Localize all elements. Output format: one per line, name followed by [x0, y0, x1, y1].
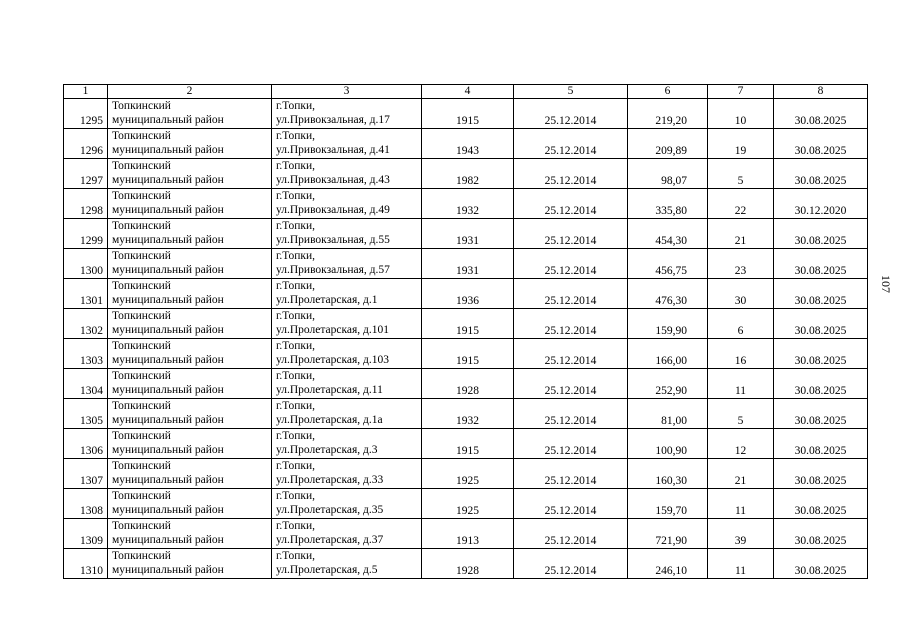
area-cell: 721,90 [628, 519, 708, 549]
table-row [64, 219, 868, 249]
deadline-cell: 30.08.2025 [774, 519, 868, 549]
address-line-2: ул.Привокзальная, д.43 [276, 174, 390, 186]
date-cell: 25.12.2014 [514, 459, 628, 489]
row-number-cell: 1310 [64, 549, 108, 579]
district-cell [108, 99, 272, 129]
address-cell [272, 489, 422, 519]
district-line-1: Топкинский [112, 220, 171, 232]
date-cell: 25.12.2014 [514, 339, 628, 369]
address-line-2: ул.Пролетарская, д.103 [276, 354, 390, 366]
area-cell: 98,07 [628, 159, 708, 189]
year-cell: 1928 [422, 369, 514, 399]
address-line-1: г.Топки, [276, 490, 315, 502]
address-line-1: г.Топки, [276, 130, 315, 142]
deadline-cell: 30.08.2025 [774, 219, 868, 249]
table-row [64, 429, 868, 459]
address-line-1: г.Топки, [276, 460, 315, 472]
housing-registry-table [63, 84, 868, 579]
page-number: 107 [879, 275, 893, 293]
column-header: 5 [514, 85, 628, 99]
count-cell: 5 [708, 159, 774, 189]
deadline-cell: 30.08.2025 [774, 489, 868, 519]
row-number-cell: 1307 [64, 459, 108, 489]
table-row [64, 369, 868, 399]
deadline-cell: 30.08.2025 [774, 279, 868, 309]
address-line-1: г.Топки, [276, 520, 315, 532]
area-cell: 209,89 [628, 129, 708, 159]
column-header: 6 [628, 85, 708, 99]
district-line-1: Топкинский [112, 430, 171, 442]
count-cell: 22 [708, 189, 774, 219]
row-number-cell: 1305 [64, 399, 108, 429]
date-cell: 25.12.2014 [514, 99, 628, 129]
district-cell [108, 489, 272, 519]
address-cell [272, 99, 422, 129]
date-cell: 25.12.2014 [514, 189, 628, 219]
deadline-cell: 30.08.2025 [774, 99, 868, 129]
table-row [64, 519, 868, 549]
district-line-1: Топкинский [112, 160, 171, 172]
row-number-cell: 1303 [64, 339, 108, 369]
address-cell [272, 459, 422, 489]
district-cell [108, 369, 272, 399]
table-row [64, 189, 868, 219]
year-cell: 1982 [422, 159, 514, 189]
district-line-1: Топкинский [112, 280, 171, 292]
row-number-cell: 1304 [64, 369, 108, 399]
deadline-cell: 30.08.2025 [774, 459, 868, 489]
district-line-2: муниципальный район [112, 534, 224, 546]
district-line-2: муниципальный район [112, 474, 224, 486]
address-cell [272, 309, 422, 339]
district-cell [108, 279, 272, 309]
table-row [64, 309, 868, 339]
district-cell [108, 309, 272, 339]
district-line-1: Топкинский [112, 460, 171, 472]
address-line-2: ул.Пролетарская, д.1а [276, 414, 383, 426]
date-cell: 25.12.2014 [514, 279, 628, 309]
year-cell: 1931 [422, 219, 514, 249]
district-line-2: муниципальный район [112, 174, 224, 186]
address-cell [272, 519, 422, 549]
row-number-cell: 1296 [64, 129, 108, 159]
address-line-1: г.Топки, [276, 160, 315, 172]
address-cell [272, 219, 422, 249]
address-line-2: ул.Привокзальная, д.49 [276, 204, 390, 216]
row-number-cell: 1308 [64, 489, 108, 519]
district-line-1: Топкинский [112, 490, 171, 502]
address-line-2: ул.Пролетарская, д.35 [276, 504, 384, 516]
district-cell [108, 459, 272, 489]
address-line-1: г.Топки, [276, 340, 315, 352]
deadline-cell: 30.08.2025 [774, 249, 868, 279]
district-line-1: Топкинский [112, 130, 171, 142]
area-cell: 166,00 [628, 339, 708, 369]
address-cell [272, 129, 422, 159]
district-line-2: муниципальный район [112, 354, 224, 366]
district-line-1: Топкинский [112, 310, 171, 322]
area-cell: 335,80 [628, 189, 708, 219]
address-line-2: ул.Привокзальная, д.55 [276, 234, 390, 246]
district-cell [108, 159, 272, 189]
table-row [64, 249, 868, 279]
year-cell: 1928 [422, 549, 514, 579]
area-cell: 159,90 [628, 309, 708, 339]
district-line-2: муниципальный район [112, 144, 224, 156]
district-cell [108, 399, 272, 429]
count-cell: 39 [708, 519, 774, 549]
table-row [64, 159, 868, 189]
count-cell: 23 [708, 249, 774, 279]
district-cell [108, 549, 272, 579]
address-line-1: г.Топки, [276, 310, 315, 322]
district-line-1: Топкинский [112, 340, 171, 352]
deadline-cell: 30.08.2025 [774, 309, 868, 339]
table-row [64, 549, 868, 579]
table-row [64, 459, 868, 489]
address-line-2: ул.Привокзальная, д.17 [276, 114, 390, 126]
area-cell: 246,10 [628, 549, 708, 579]
deadline-cell: 30.08.2025 [774, 549, 868, 579]
row-number-cell: 1302 [64, 309, 108, 339]
year-cell: 1915 [422, 99, 514, 129]
date-cell: 25.12.2014 [514, 399, 628, 429]
deadline-cell: 30.12.2020 [774, 189, 868, 219]
address-line-2: ул.Привокзальная, д.57 [276, 264, 390, 276]
count-cell: 11 [708, 369, 774, 399]
address-cell [272, 279, 422, 309]
row-number-cell: 1298 [64, 189, 108, 219]
district-line-1: Топкинский [112, 100, 171, 112]
count-cell: 5 [708, 399, 774, 429]
district-line-2: муниципальный район [112, 264, 224, 276]
year-cell: 1915 [422, 309, 514, 339]
area-cell: 454,30 [628, 219, 708, 249]
date-cell: 25.12.2014 [514, 159, 628, 189]
district-line-2: муниципальный район [112, 234, 224, 246]
year-cell: 1943 [422, 129, 514, 159]
address-line-2: ул.Пролетарская, д.3 [276, 444, 378, 456]
area-cell: 81,00 [628, 399, 708, 429]
deadline-cell: 30.08.2025 [774, 429, 868, 459]
address-line-2: ул.Пролетарская, д.11 [276, 384, 383, 396]
district-cell [108, 249, 272, 279]
row-number-cell: 1297 [64, 159, 108, 189]
area-cell: 456,75 [628, 249, 708, 279]
date-cell: 25.12.2014 [514, 549, 628, 579]
row-number-cell: 1299 [64, 219, 108, 249]
district-cell [108, 129, 272, 159]
address-line-1: г.Топки, [276, 280, 315, 292]
district-line-1: Топкинский [112, 190, 171, 202]
address-line-1: г.Топки, [276, 400, 315, 412]
column-header: 3 [272, 85, 422, 99]
row-number-cell: 1301 [64, 279, 108, 309]
district-line-1: Топкинский [112, 550, 171, 562]
row-number-cell: 1300 [64, 249, 108, 279]
count-cell: 21 [708, 459, 774, 489]
district-line-1: Топкинский [112, 250, 171, 262]
count-cell: 11 [708, 489, 774, 519]
address-cell [272, 369, 422, 399]
table-row [64, 99, 868, 129]
address-cell [272, 399, 422, 429]
address-line-1: г.Топки, [276, 430, 315, 442]
date-cell: 25.12.2014 [514, 219, 628, 249]
deadline-cell: 30.08.2025 [774, 159, 868, 189]
district-line-2: муниципальный район [112, 504, 224, 516]
date-cell: 25.12.2014 [514, 429, 628, 459]
area-cell: 159,70 [628, 489, 708, 519]
district-line-2: муниципальный район [112, 324, 224, 336]
deadline-cell: 30.08.2025 [774, 399, 868, 429]
date-cell: 25.12.2014 [514, 129, 628, 159]
row-number-cell: 1295 [64, 99, 108, 129]
address-line-1: г.Топки, [276, 370, 315, 382]
year-cell: 1931 [422, 249, 514, 279]
year-cell: 1925 [422, 459, 514, 489]
address-line-1: г.Топки, [276, 220, 315, 232]
district-line-1: Топкинский [112, 520, 171, 532]
area-cell: 160,30 [628, 459, 708, 489]
district-cell [108, 429, 272, 459]
district-cell [108, 339, 272, 369]
district-line-1: Топкинский [112, 400, 171, 412]
year-cell: 1915 [422, 429, 514, 459]
district-line-2: муниципальный район [112, 114, 224, 126]
year-cell: 1932 [422, 399, 514, 429]
address-cell [272, 189, 422, 219]
address-cell [272, 429, 422, 459]
count-cell: 21 [708, 219, 774, 249]
table-row [64, 489, 868, 519]
address-line-1: г.Топки, [276, 250, 315, 262]
count-cell: 16 [708, 339, 774, 369]
table-row [64, 279, 868, 309]
count-cell: 30 [708, 279, 774, 309]
table-row [64, 339, 868, 369]
column-header: 7 [708, 85, 774, 99]
address-line-2: ул.Пролетарская, д.37 [276, 534, 384, 546]
address-cell [272, 549, 422, 579]
area-cell: 252,90 [628, 369, 708, 399]
area-cell: 476,30 [628, 279, 708, 309]
district-line-2: муниципальный район [112, 294, 224, 306]
area-cell: 219,20 [628, 99, 708, 129]
year-cell: 1936 [422, 279, 514, 309]
date-cell: 25.12.2014 [514, 309, 628, 339]
address-cell [272, 249, 422, 279]
address-line-2: ул.Пролетарская, д.5 [276, 564, 378, 576]
column-header: 1 [64, 85, 108, 99]
district-line-2: муниципальный район [112, 564, 224, 576]
address-line-2: ул.Пролетарская, д.101 [276, 324, 390, 336]
deadline-cell: 30.08.2025 [774, 369, 868, 399]
address-line-1: г.Топки, [276, 100, 315, 112]
address-cell [272, 159, 422, 189]
row-number-cell: 1309 [64, 519, 108, 549]
date-cell: 25.12.2014 [514, 519, 628, 549]
table-row [64, 399, 868, 429]
date-cell: 25.12.2014 [514, 249, 628, 279]
district-line-2: муниципальный район [112, 384, 224, 396]
area-cell: 100,90 [628, 429, 708, 459]
column-header: 8 [774, 85, 868, 99]
count-cell: 19 [708, 129, 774, 159]
year-cell: 1932 [422, 189, 514, 219]
count-cell: 10 [708, 99, 774, 129]
count-cell: 11 [708, 549, 774, 579]
district-line-2: муниципальный район [112, 444, 224, 456]
district-line-2: муниципальный район [112, 414, 224, 426]
district-line-1: Топкинский [112, 370, 171, 382]
date-cell: 25.12.2014 [514, 489, 628, 519]
column-header: 2 [108, 85, 272, 99]
header-row [64, 85, 868, 99]
address-line-2: ул.Привокзальная, д.41 [276, 144, 390, 156]
district-cell [108, 519, 272, 549]
address-line-1: г.Топки, [276, 550, 315, 562]
address-line-1: г.Топки, [276, 190, 315, 202]
table-row [64, 129, 868, 159]
address-cell [272, 339, 422, 369]
date-cell: 25.12.2014 [514, 369, 628, 399]
count-cell: 12 [708, 429, 774, 459]
year-cell: 1913 [422, 519, 514, 549]
address-line-2: ул.Пролетарская, д.33 [276, 474, 384, 486]
district-cell [108, 189, 272, 219]
year-cell: 1915 [422, 339, 514, 369]
district-line-2: муниципальный район [112, 204, 224, 216]
row-number-cell: 1306 [64, 429, 108, 459]
address-line-2: ул.Пролетарская, д.1 [276, 294, 378, 306]
district-cell [108, 219, 272, 249]
year-cell: 1925 [422, 489, 514, 519]
column-header: 4 [422, 85, 514, 99]
count-cell: 6 [708, 309, 774, 339]
deadline-cell: 30.08.2025 [774, 129, 868, 159]
deadline-cell: 30.08.2025 [774, 339, 868, 369]
